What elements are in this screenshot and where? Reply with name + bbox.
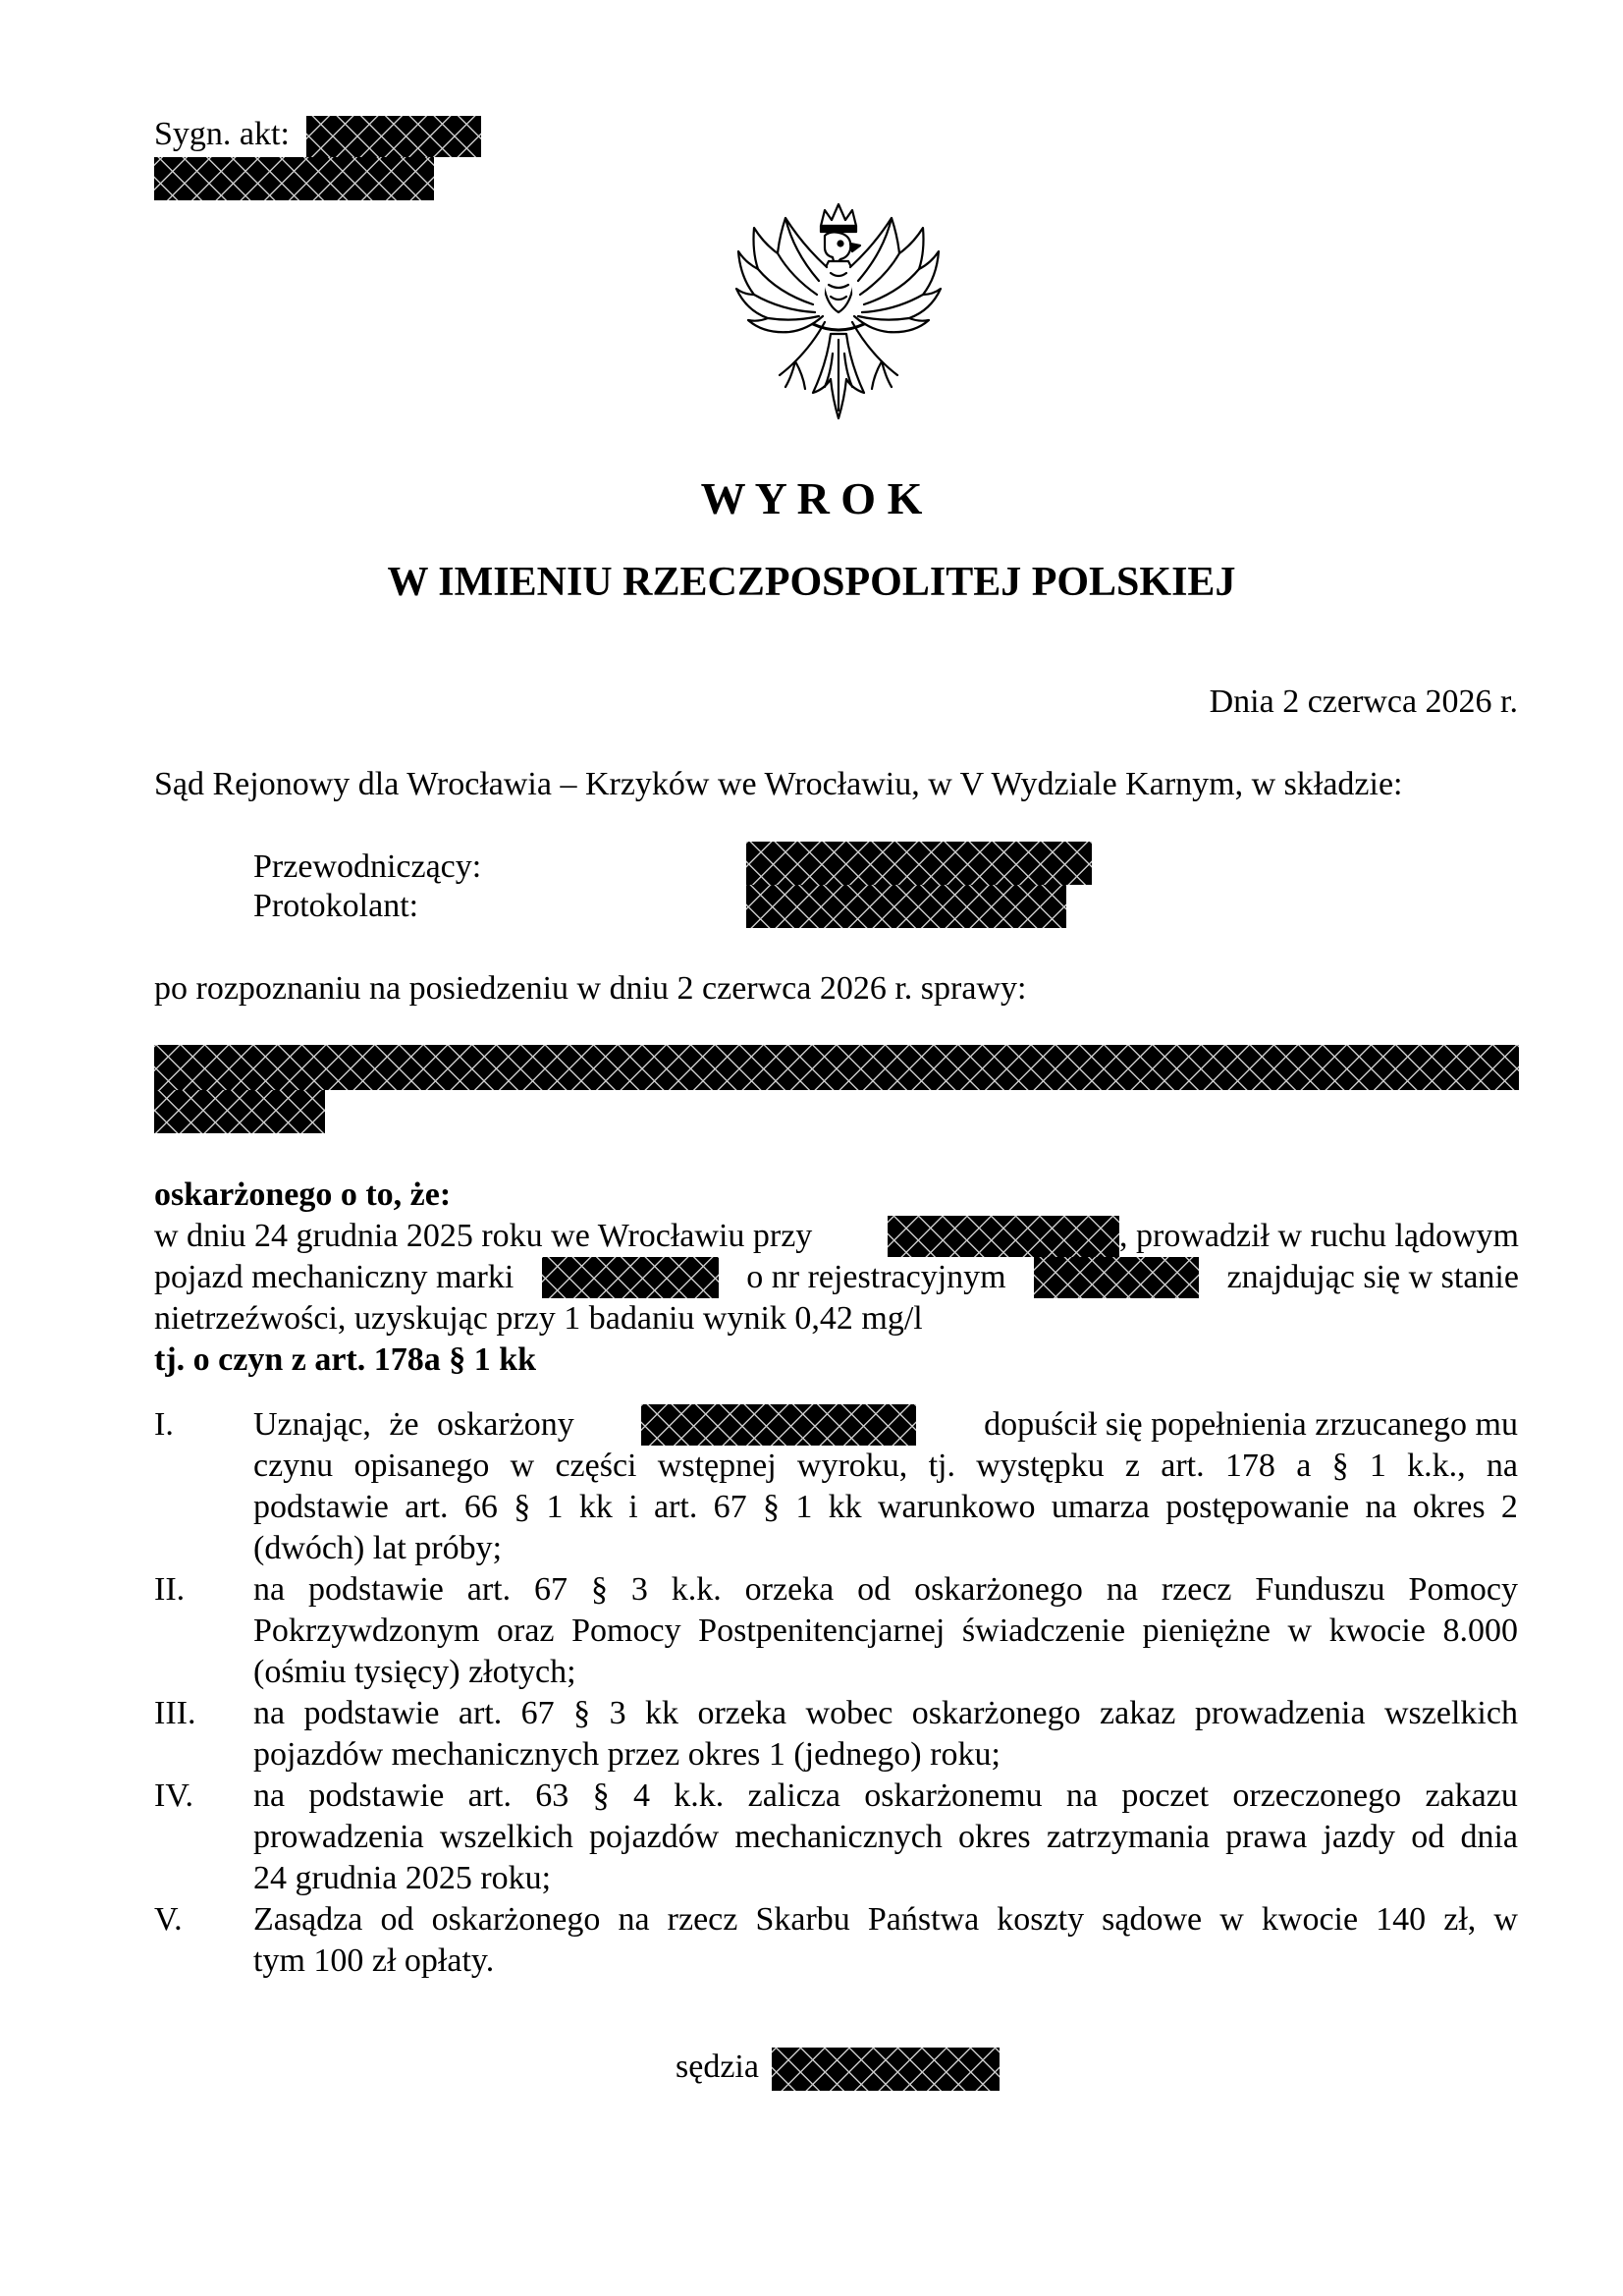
ruling-3-line-1: na podstawie art. 67 § 3 kk orzeka wobec oskarżonego zakaz prowadzenia wszelkich — [253, 1695, 1518, 1731]
verdict-date: Dnia 2 czerwca 2026 r. — [1209, 683, 1518, 720]
charge-line-1-start: w dniu 24 grudnia 2025 roku we Wrocławiu przy — [154, 1218, 813, 1254]
redacted-judge-name — [772, 2048, 1000, 2091]
ruling-2-text — [253, 1569, 1518, 1693]
ruling-2-line-1: na podstawie art. 67 § 3 k.k. orzeka od oskarżonego na rzecz Funduszu Pomocy — [253, 1571, 1518, 1608]
charge-line-2-end: znajdując się w stanie — [1226, 1259, 1519, 1295]
court-composition-line: Sąd Rejonowy dla Wrocławia – Krzyków we Wrocławiu, w V Wydziale Karnym, w składzie: — [154, 766, 1403, 802]
charge-line-2 — [154, 1257, 1519, 1298]
ruling-4-text — [253, 1776, 1518, 1899]
redacted-vehicle-make — [542, 1257, 719, 1298]
verdict-title: W Y R O K — [700, 473, 923, 523]
charge-line-1 — [154, 1216, 1519, 1257]
ruling-3-number: III. — [154, 1695, 196, 1731]
ruling-2-number: II. — [154, 1571, 186, 1608]
ruling-4-line-1: na podstawie art. 63 § 4 k.k. zalicza oskarżonemu na poczet orzeczonego zakazu — [253, 1777, 1518, 1814]
ruling-1-line-4: (dwóch) lat próby; — [253, 1530, 503, 1566]
ruling-2-line-2: Pokrzywdzonym oraz Pomocy Postpenitencjarnej świadczenie pieniężne w kwocie 8.000 — [253, 1613, 1518, 1649]
redacted-chair-name — [746, 842, 1092, 885]
redacted-accused-name-continued — [154, 1090, 325, 1133]
charge-qualification: tj. o czyn z art. 178a § 1 kk — [154, 1341, 537, 1378]
clerk-label: Protokolant: — [253, 888, 419, 924]
ruling-1-line-2: czynu opisanego w części wstępnej wyroku, tj. występku z art. 178 a § 1 k.k., na — [253, 1448, 1518, 1484]
ruling-1-text — [253, 1404, 1518, 1569]
verdict-subtitle: W IMIENIU RZECZPOSPOLITEJ POLSKIEJ — [387, 560, 1236, 605]
ruling-5-text — [253, 1899, 1518, 1982]
case-number-label: Sygn. akt: — [154, 116, 290, 152]
ruling-5-line-2: tym 100 zł opłaty. — [253, 1942, 495, 1979]
ruling-4-line-3: 24 grudnia 2025 roku; — [253, 1860, 552, 1896]
redacted-clerk-name — [746, 885, 1066, 928]
ruling-4-line-2: prowadzenia wszelkich pojazdów mechanicznych okres zatrzymania prawa jazdy od dnia — [253, 1819, 1518, 1855]
redacted-accused-name-ruling — [641, 1404, 916, 1446]
redacted-case-number-continued — [154, 157, 434, 200]
ruling-1-line-3: podstawie art. 66 § 1 kk i art. 67 § 1 kk warunkowo umarza postępowanie na okres 2 — [253, 1489, 1518, 1525]
polish-eagle-emblem-icon — [734, 196, 943, 428]
charge-description — [154, 1216, 1519, 1381]
charge-line-1-end: , prowadził w ruchu lądowym — [1119, 1218, 1519, 1254]
ruling-1-number: I. — [154, 1406, 174, 1443]
ruling-3-text — [253, 1693, 1518, 1776]
ruling-4-number: IV. — [154, 1777, 193, 1814]
ruling-5-number: V. — [154, 1901, 183, 1938]
ruling-1-line-1: Uznając, że oskarżony dopuścił się popełnienia zrzucanego mu — [253, 1404, 1518, 1446]
chair-label: Przewodniczący: — [253, 848, 482, 885]
redacted-street — [888, 1216, 1119, 1257]
judge-label: sędzia — [676, 2049, 759, 2085]
redacted-registration-number — [1034, 1257, 1199, 1298]
charge-line-2-start: pojazd mechaniczny marki — [154, 1259, 514, 1295]
ruling-3-line-2: pojazdów mechanicznych przez okres 1 (jednego) roku; — [253, 1736, 1001, 1773]
ruling-2-line-3: (ośmiu tysięcy) złotych; — [253, 1654, 576, 1690]
redacted-case-number — [306, 116, 481, 157]
hearing-line: po rozpoznaniu na posiedzeniu w dniu 2 czerwca 2026 r. sprawy: — [154, 970, 1027, 1007]
charge-line-2-middle: o nr rejestracyjnym — [746, 1259, 1006, 1295]
charge-heading: oskarżonego o to, że: — [154, 1176, 452, 1213]
redacted-accused-name — [154, 1045, 1519, 1090]
charge-line-3: nietrzeźwości, uzyskując przy 1 badaniu wynik 0,42 mg/l — [154, 1300, 923, 1337]
ruling-5-line-1: Zasądza od oskarżonego na rzecz Skarbu Państwa koszty sądowe w kwocie 140 zł, w — [253, 1901, 1518, 1938]
